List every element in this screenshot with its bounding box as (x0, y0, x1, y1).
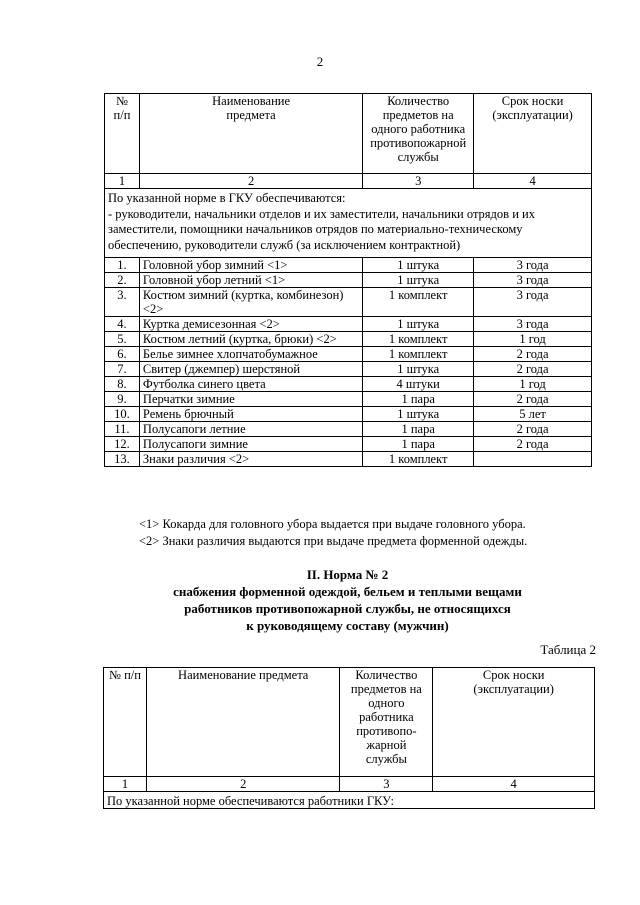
table-row (105, 288, 592, 317)
header-item-name: Наименование предмета (139, 94, 362, 174)
column-numbers-row (104, 777, 595, 792)
item-quantity: 1 комплект (363, 347, 474, 362)
table-uniform-norm-1 (104, 93, 592, 467)
row-number: 13. (105, 452, 140, 467)
row-number: 4. (105, 317, 140, 332)
table-header-row (104, 668, 595, 777)
column-number: 3 (340, 777, 433, 792)
row-number: 3. (105, 288, 140, 317)
table-header-row (105, 94, 592, 174)
header-quantity: Количество предметов на одного работника противопожарной службы (363, 94, 474, 174)
item-name: Футболка синего цвета (139, 377, 362, 392)
item-name: Головной убор зимний <1> (139, 258, 362, 273)
item-quantity: 1 пара (363, 422, 474, 437)
column-number: 1 (104, 777, 147, 792)
item-name: Костюм зимний (куртка, комбинезон) <2> (139, 288, 362, 317)
row-number: 10. (105, 407, 140, 422)
table-row (105, 437, 592, 452)
item-name: Полусапоги зимние (139, 437, 362, 452)
column-number: 4 (474, 174, 592, 189)
column-number: 2 (139, 174, 362, 189)
item-quantity: 1 штука (363, 273, 474, 288)
item-wear-term: 3 года (474, 258, 592, 273)
section-row (104, 792, 595, 809)
item-quantity: 1 пара (363, 437, 474, 452)
row-number: 8. (105, 377, 140, 392)
item-quantity: 1 комплект (363, 452, 474, 467)
row-number: 12. (105, 437, 140, 452)
column-number: 1 (105, 174, 140, 189)
page-number: 2 (316, 54, 324, 69)
item-wear-term: 3 года (474, 288, 592, 317)
table-row (105, 317, 592, 332)
row-number: 11. (105, 422, 140, 437)
column-numbers-row (105, 174, 592, 189)
item-quantity: 1 штука (363, 407, 474, 422)
table-row (105, 332, 592, 347)
table-row (105, 422, 592, 437)
table-row (105, 273, 592, 288)
item-quantity: 1 пара (363, 392, 474, 407)
item-wear-term: 5 лет (474, 407, 592, 422)
row-number: 1. (105, 258, 140, 273)
item-name: Костюм летний (куртка, брюки) <2> (139, 332, 362, 347)
section-2-subtitle-line: работников противопожарной службы, не относящихся (184, 601, 511, 616)
item-wear-term: 3 года (474, 317, 592, 332)
table-row (105, 347, 592, 362)
item-quantity: 1 комплект (363, 288, 474, 317)
section-2-heading (100, 566, 595, 634)
section-row (105, 189, 592, 258)
header-wear-term: Срок носки (эксплуатации) (474, 94, 592, 174)
header-item-name: Наименование предмета (146, 668, 339, 777)
footnote-2: <2> Знаки различия выдаются при выдаче предмета форменной одежды. (139, 534, 528, 548)
section-2-subtitle-line: к руководящему составу (мужчин) (246, 618, 449, 633)
header-quantity: Количество предметов на одного работника противопо- жарной службы (340, 668, 433, 777)
item-quantity: 1 штука (363, 362, 474, 377)
item-quantity: 4 штуки (363, 377, 474, 392)
item-wear-term: 2 года (474, 392, 592, 407)
item-name: Свитер (джемпер) шерстяной (139, 362, 362, 377)
item-name: Знаки различия <2> (139, 452, 362, 467)
row-number: 6. (105, 347, 140, 362)
row-number: 7. (105, 362, 140, 377)
row-number: 5. (105, 332, 140, 347)
item-wear-term: 1 год (474, 377, 592, 392)
table-uniform-norm-2 (103, 667, 595, 809)
item-name: Куртка демисезонная <2> (139, 317, 362, 332)
item-wear-term: 2 года (474, 437, 592, 452)
item-quantity: 1 штука (363, 317, 474, 332)
item-name: Перчатки зимние (139, 392, 362, 407)
item-wear-term: 3 года (474, 273, 592, 288)
footnote-1: <1> Кокарда для головного убора выдается при выдаче головного убора. (139, 517, 526, 531)
section-description: По указанной норме в ГКУ обеспечиваются: - руководители, начальники отделов и их заместители, начальники отрядов и их заместители, помощники начальников отрядов по материально-техническому обеспечению, руководители служб (за исключением контрактной) (105, 189, 592, 258)
item-wear-term: 2 года (474, 422, 592, 437)
column-number: 2 (146, 777, 339, 792)
column-number: 3 (363, 174, 474, 189)
item-quantity: 1 штука (363, 258, 474, 273)
table-2-label: Таблица 2 (540, 642, 596, 657)
header-number: № п/п (105, 94, 140, 174)
item-name: Головной убор летний <1> (139, 273, 362, 288)
item-name: Ремень брючный (139, 407, 362, 422)
item-wear-term: 2 года (474, 362, 592, 377)
header-number: № п/п (104, 668, 147, 777)
item-wear-term: 2 года (474, 347, 592, 362)
table-row (105, 362, 592, 377)
row-number: 2. (105, 273, 140, 288)
table-row (105, 452, 592, 467)
header-wear-term: Срок носки (эксплуатации) (433, 668, 595, 777)
item-name: Белье зимнее хлопчатобумажное (139, 347, 362, 362)
item-wear-term (474, 452, 592, 467)
item-wear-term: 1 год (474, 332, 592, 347)
item-quantity: 1 комплект (363, 332, 474, 347)
column-number: 4 (433, 777, 595, 792)
table-row (105, 258, 592, 273)
table-row (105, 392, 592, 407)
row-number: 9. (105, 392, 140, 407)
table-row (105, 407, 592, 422)
section-2-title: II. Норма № 2 (306, 567, 389, 582)
table-row (105, 377, 592, 392)
section-2-subtitle-line: снабжения форменной одеждой, бельем и теплыми вещами (173, 584, 522, 599)
item-name: Полусапоги летние (139, 422, 362, 437)
section-description: По указанной норме обеспечиваются работники ГКУ: (104, 792, 595, 809)
